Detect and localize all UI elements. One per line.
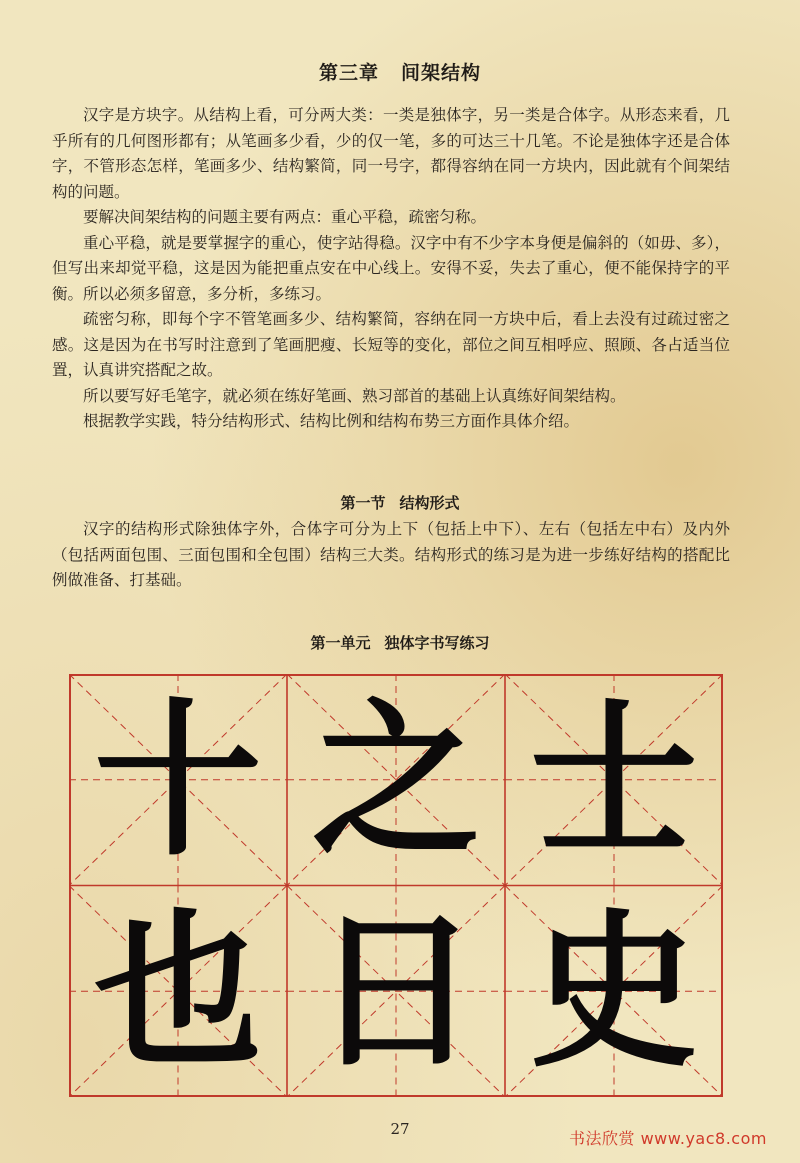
practice-char-zhi: 之 — [312, 680, 480, 879]
chapter-title: 间架结构 — [401, 62, 482, 84]
practice-char-shi-scholar: 士 — [530, 680, 698, 879]
practice-char-ri: 日 — [312, 891, 480, 1090]
intro-text — [52, 103, 730, 435]
intro-paragraph: 要解决间架结构的问题主要有两点：重心平稳，疏密匀称。 — [83, 208, 487, 226]
intro-paragraph: 重心平稳，就是要掌握字的重心，使字站得稳。汉字中有不少字本身便是偏斜的（如毋、多），但写出来却觉平稳，这是因为能把重点安在中心线上。安得不妥，失去了重心，便不能保持字的平衡。所以必须多留意，多分析，多练习。 — [52, 233, 730, 303]
intro-paragraph: 所以要写好毛笔字，就必须在练好笔画、熟习部首的基础上认真练好间架结构。 — [83, 386, 626, 405]
practice-char-shi-ten: 十 — [94, 680, 262, 879]
practice-grid — [69, 674, 723, 1097]
section-text — [52, 517, 730, 594]
chapter-number: 第三章 — [318, 62, 379, 84]
site-watermark: 书法欣赏 www.yac8.com — [569, 1129, 767, 1148]
page-number: 27 — [390, 1120, 410, 1138]
section-heading — [0, 492, 800, 513]
unit-heading — [0, 632, 800, 653]
section-paragraph: 汉字的结构形式除独体字外，合体字可分为上下（包括上中下）、左右（包括左中右）及内外（包括两面包围、三面包围和全包围）结构三大类。结构形式的练习是为进一步练好结构的搭配比例做准备、打基础。 — [52, 520, 730, 589]
intro-paragraph: 根据教学实践，特分结构形式、结构比例和结构布势三方面作具体介绍。 — [83, 412, 580, 430]
unit-title: 独体字书写练习 — [384, 634, 490, 652]
practice-char-shi-history: 史 — [530, 891, 698, 1090]
unit-number: 第一单元 — [310, 634, 371, 652]
chapter-heading — [0, 58, 800, 85]
section-number: 第一节 — [340, 494, 386, 512]
practice-char-ye: 也 — [94, 891, 262, 1090]
section-title: 结构形式 — [399, 494, 460, 512]
intro-paragraph: 汉字是方块字。从结构上看，可分两大类：一类是独体字，另一类是合体字。从形态来看，几乎所有的几何图形都有；从笔画多少看，少的仅一笔，多的可达三十几笔。不论是独体字还是合体字，不管形态怎样，笔画多少、结构繁简，同一号字，都得容纳在同一方块内，因此就有个间架结构的问题。 — [52, 106, 730, 201]
intro-paragraph: 疏密匀称，即每个字不管笔画多少、结构繁简，容纳在同一方块中后，看上去没有过疏过密之感。这是因为在书写时注意到了笔画肥瘦、长短等的变化，部位之间互相呼应、照顾、各占适当位置，认真讲究搭配之故。 — [52, 310, 730, 379]
